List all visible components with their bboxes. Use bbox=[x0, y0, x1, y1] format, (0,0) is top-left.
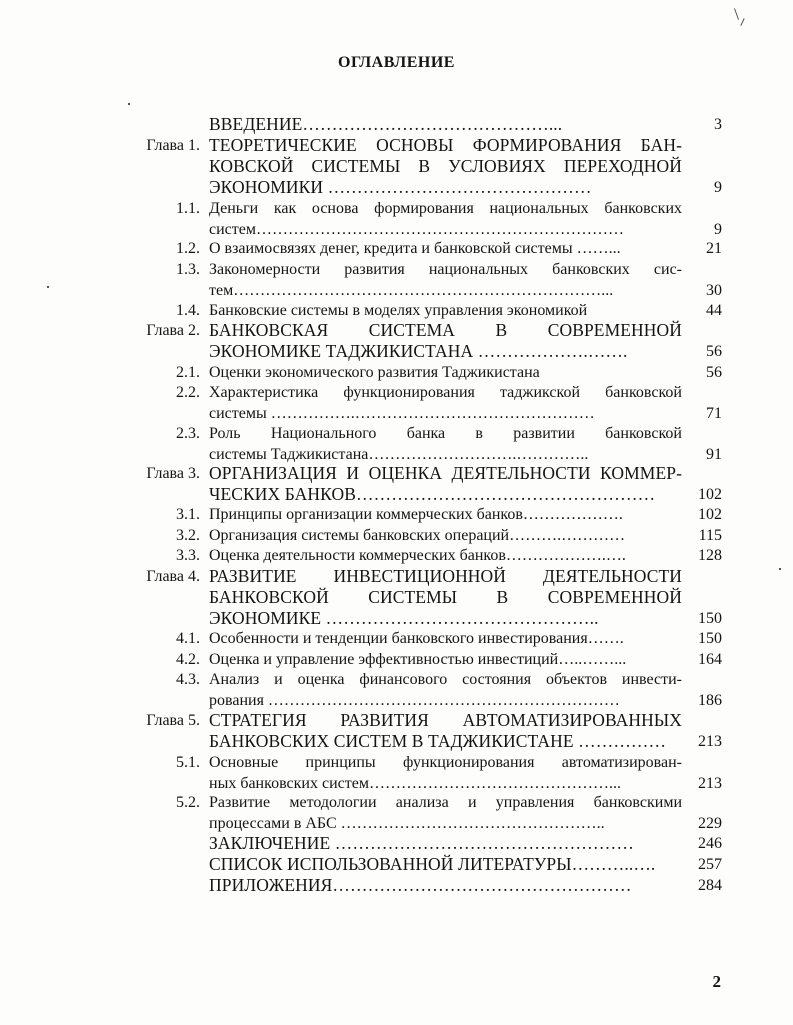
toc-entry-label: 1.2. bbox=[176, 240, 200, 257]
toc-entry-title bbox=[209, 628, 682, 649]
toc-entry-label: Глава 1. bbox=[146, 137, 200, 154]
toc-entry-line: ЧЕСКИХ БАНКОВ…………………………………………… bbox=[209, 484, 656, 504]
toc-entry-title bbox=[209, 752, 682, 794]
toc-entry-title bbox=[209, 649, 682, 670]
toc-entry-title bbox=[209, 854, 682, 875]
toc-entry-label: Глава 3. bbox=[146, 465, 200, 482]
toc-entry-page: 213 bbox=[698, 733, 722, 750]
toc-entry-page: 9 bbox=[714, 221, 722, 238]
toc-entry-line: ОРГАНИЗАЦИЯ И ОЦЕНКА ДЕЯТЕЛЬНОСТИ КОММЕР- bbox=[209, 463, 682, 483]
toc-entry-label: 5.1. bbox=[176, 754, 200, 771]
toc-entry-title bbox=[209, 710, 682, 752]
toc-entry-line: Основные принципы функционирования автоматизирован- bbox=[209, 754, 682, 771]
toc-entry-line: процессами в АБС ………………………………………….. bbox=[209, 815, 605, 832]
toc-entry-line: Оценка и управление эффективностью инвестиций…..……... bbox=[209, 651, 627, 668]
toc-entry-line: Банковские системы в моделях управления экономикой bbox=[209, 302, 588, 319]
toc-entry-line: Оценки экономического развития Таджикистана bbox=[209, 364, 540, 381]
toc-entry-label: 1.1. bbox=[176, 200, 200, 217]
toc-entry-title bbox=[209, 525, 682, 546]
toc-entry-line: БАНКОВСКАЯ СИСТЕМА В СОВРЕМЕННОЙ bbox=[209, 320, 682, 340]
toc-entry-line: ПРИЛОЖЕНИЯ…………………………………………… bbox=[209, 875, 632, 895]
toc-entry-page: 284 bbox=[698, 877, 722, 894]
toc-entry-title bbox=[209, 238, 682, 259]
toc-entry-label: 5.2. bbox=[176, 794, 200, 811]
toc-entry-label: 4.3. bbox=[176, 671, 200, 688]
toc-entry-line: системы Таджикистана……………………….………….. bbox=[209, 446, 589, 463]
toc-entry-title bbox=[209, 135, 682, 198]
toc-entry-label: Глава 4. bbox=[146, 568, 200, 585]
toc-entry-line: Закономерности развития национальных банковских сис- bbox=[209, 261, 682, 278]
toc-entry-label: Глава 2. bbox=[146, 322, 200, 339]
toc-entry-line: СПИСОК ИСПОЛЬЗОВАННОЙ ЛИТЕРАТУРЫ………..…. bbox=[209, 854, 656, 874]
toc-entry-line: БАНКОВСКОЙ СИСТЕМЫ В СОВРЕМЕННОЙ bbox=[209, 587, 682, 607]
toc-entry-page: 115 bbox=[698, 527, 722, 544]
toc-entry-title bbox=[209, 382, 682, 424]
toc-entry-line: Развитие методологии анализа и управления банковскими bbox=[209, 794, 682, 811]
toc-entry-line: ЭКОНОМИКИ ……………………………………… bbox=[209, 177, 592, 197]
toc-entry-title bbox=[209, 545, 682, 566]
toc-entry-title bbox=[209, 114, 682, 135]
toc-entry-title bbox=[209, 792, 682, 834]
toc-entry-line: О взаимосвязях денег, кредита и банковской системы ……... bbox=[209, 240, 621, 257]
toc-entry-title bbox=[209, 463, 682, 505]
toc-entry-line: ных банковских систем………………………………………... bbox=[209, 775, 621, 792]
toc-entry-line: Организация системы банковских операций……….………… bbox=[209, 527, 626, 544]
toc-entry-page: 229 bbox=[698, 815, 722, 832]
toc-entry-label: 4.1. bbox=[176, 630, 200, 647]
page-number: 2 bbox=[712, 972, 721, 991]
toc-entry-line: Роль Национального банка в развитии банковской bbox=[209, 425, 682, 442]
toc-entry-page: 128 bbox=[698, 547, 722, 564]
toc-entry-label: 2.1. bbox=[176, 364, 200, 381]
toc-entry-page: 21 bbox=[706, 240, 722, 257]
toc-entry-label: 4.2. bbox=[176, 651, 200, 668]
toc-entry-line: ЗАКЛЮЧЕНИЕ …………………………………………… bbox=[209, 833, 634, 853]
toc-entry-line: Характеристика функционирования таджикской банковской bbox=[209, 384, 682, 401]
toc-entry-line: Деньги как основа формирования национальных банковских bbox=[209, 200, 682, 217]
toc-entry-label: 2.3. bbox=[176, 425, 200, 442]
toc-entry-line: СТРАТЕГИЯ РАЗВИТИЯ АВТОМАТИЗИРОВАННЫХ bbox=[209, 710, 682, 730]
toc-entry-page: 186 bbox=[698, 692, 722, 709]
toc-entry-title bbox=[209, 362, 682, 383]
toc-entry-page: 91 bbox=[706, 446, 722, 463]
toc-entry-line: Принципы организации коммерческих банков………………. bbox=[209, 506, 623, 523]
toc-entry-page: 246 bbox=[698, 835, 722, 852]
scan-speck bbox=[734, 8, 739, 20]
toc-entry-title bbox=[209, 504, 682, 525]
toc-entry-title bbox=[209, 833, 682, 854]
toc-entry-line: Анализ и оценка финансового состояния объектов инвести- bbox=[209, 671, 682, 688]
toc-entry-label: 1.4. bbox=[176, 302, 200, 319]
toc-entry-title bbox=[209, 320, 682, 362]
toc-entry-title bbox=[209, 423, 682, 465]
toc-entry-page: 56 bbox=[706, 343, 722, 360]
scan-speck bbox=[47, 286, 49, 288]
scan-speck bbox=[128, 103, 130, 105]
toc-entry-title bbox=[209, 669, 682, 711]
toc-entry-page: 56 bbox=[706, 364, 722, 381]
toc-entry-page: 102 bbox=[698, 486, 722, 503]
page-title: ОГЛАВЛЕНИЕ bbox=[338, 54, 455, 71]
toc-entry-label: 3.3. bbox=[176, 547, 200, 564]
toc-entry-page: 257 bbox=[698, 856, 722, 873]
toc-entry-line: РАЗВИТИЕ ИНВЕСТИЦИОННОЙ ДЕЯТЕЛЬНОСТИ bbox=[209, 566, 682, 586]
toc-entry-page: 164 bbox=[698, 651, 722, 668]
toc-entry-label: 3.1. bbox=[176, 506, 200, 523]
toc-entry-line: Оценка деятельности коммерческих банков……………….…. bbox=[209, 547, 626, 564]
toc-entry-page: 150 bbox=[698, 610, 722, 627]
toc-entry-line: системы …………….……………………………………… bbox=[209, 405, 595, 422]
toc-entry-label: Глава 5. bbox=[146, 712, 200, 729]
toc-entry-title bbox=[209, 198, 682, 240]
toc-entry-title bbox=[209, 300, 682, 321]
scan-speck bbox=[740, 18, 744, 26]
toc-entry-page: 150 bbox=[698, 630, 722, 647]
toc-entry-page: 71 bbox=[706, 405, 722, 422]
toc-entry-page: 44 bbox=[706, 302, 722, 319]
toc-entry-label: 1.3. bbox=[176, 261, 200, 278]
toc-entry-page: 102 bbox=[698, 506, 722, 523]
toc-entry-page: 9 bbox=[714, 179, 722, 196]
toc-entry-line: ТЕОРЕТИЧЕСКИЕ ОСНОВЫ ФОРМИРОВАНИЯ БАН- bbox=[209, 135, 682, 155]
toc-entry-line: тем……………………………………………………………... bbox=[209, 282, 614, 299]
toc-entry-title bbox=[209, 566, 682, 629]
scan-speck bbox=[779, 568, 781, 570]
toc-entry-label: 3.2. bbox=[176, 527, 200, 544]
toc-entry-page: 3 bbox=[714, 116, 722, 133]
toc-entry-line: Особенности и тенденции банковского инвестирования……. bbox=[209, 630, 624, 647]
toc-entry-label: 2.2. bbox=[176, 384, 200, 401]
toc-entry-line: ВВЕДЕНИЕ……………………………………... bbox=[209, 114, 563, 134]
toc-entry-line: ЭКОНОМИКЕ ……………………………………….. bbox=[209, 608, 599, 628]
toc-entry-line: БАНКОВСКИХ СИСТЕМ В ТАДЖИКИСТАНЕ …………… bbox=[209, 731, 667, 751]
toc-entry-page: 30 bbox=[706, 282, 722, 299]
toc-entry-line: рования ………………………………………………………… bbox=[209, 692, 620, 709]
toc-entry-line: КОВСКОЙ СИСТЕМЫ В УСЛОВИЯХ ПЕРЕХОДНОЙ bbox=[209, 156, 682, 176]
toc-entry-line: систем…………………………………………………………… bbox=[209, 221, 624, 238]
toc-entry-title bbox=[209, 875, 682, 896]
toc-entry-line: ЭКОНОМИКЕ ТАДЖИКИСТАНА ……………….……. bbox=[209, 341, 628, 361]
toc-entry-page: 213 bbox=[698, 775, 722, 792]
toc-entry-title bbox=[209, 259, 682, 301]
